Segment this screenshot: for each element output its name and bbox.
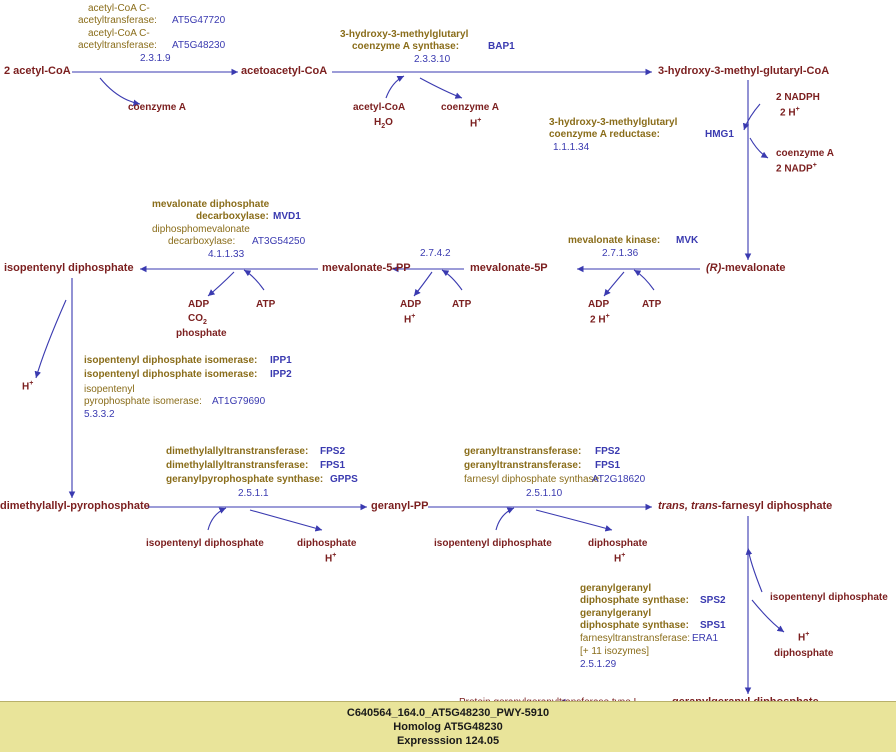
enzyme-hmg-coa-synthase-name2: coenzyme A synthase: — [352, 41, 460, 52]
sidecompound-diphosphate-mid[interactable]: diphosphate — [588, 538, 648, 549]
footer-pathway-id: C640564_164.0_AT5G48230_PWY-5910 — [346, 707, 550, 719]
gene-at5g47720[interactable]: AT5G47720 — [172, 15, 226, 26]
enzyme-ipp-isomerase-2-name: isopentenyl diphosphate isomerase: — [84, 369, 258, 380]
compound-mevalonate-5p[interactable]: mevalonate-5P — [470, 262, 548, 274]
enzyme-acetyl-coa-c-acetyltransferase-1-name: acetyl-CoA C- — [88, 3, 150, 14]
ec-2-5-1-1: 2.5.1.1 — [238, 488, 269, 499]
compound-r-mevalonate[interactable]: (R)-mevalonate — [706, 262, 786, 274]
enzyme-hmg-coa-synthase-name: 3-hydroxy-3-methylglutaryl — [340, 29, 469, 40]
sidecompound-atp-decarboxylase[interactable]: ATP — [256, 299, 276, 310]
gene-at5g48230[interactable]: AT5G48230 — [172, 40, 226, 51]
enzyme-acetyl-coa-c-acetyltransferase-2-name2: acetyltransferase: — [78, 40, 157, 51]
enzyme-isopentenyl-pyrophosphate-isomerase-name: isopentenyl — [84, 384, 135, 395]
sidecompound-2-nadp[interactable]: 2 NADP+ — [776, 162, 817, 175]
compound-dimethylallyl-pyrophosphate[interactable]: dimethylallyl-pyrophosphate — [0, 500, 150, 512]
ec-5-3-3-2: 5.3.3.2 — [84, 409, 115, 420]
enzyme-geranylpyrophosphate-synthase-name: geranylpyrophosphate synthase: — [166, 474, 324, 485]
enzyme-isopentenyl-pyrophosphate-isomerase-name2: pyrophosphate isomerase: — [84, 396, 202, 407]
sidecompound-ipp-left[interactable]: isopentenyl diphosphate — [146, 538, 264, 549]
ec-2-5-1-10: 2.5.1.10 — [526, 488, 563, 499]
ec-2-7-1-36: 2.7.1.36 — [602, 248, 639, 259]
gene-fps2-gt[interactable]: FPS2 — [595, 446, 621, 457]
sidecompound-adp-pmk[interactable]: ADP — [400, 299, 422, 310]
sidecompound-diphosphate-right[interactable]: diphosphate — [774, 648, 834, 659]
sidecompound-2-proton-mvk[interactable]: 2 H+ — [590, 313, 610, 326]
enzyme-acetyl-coa-c-acetyltransferase-2-name: acetyl-CoA C- — [88, 28, 150, 39]
gene-hmg1[interactable]: HMG1 — [705, 129, 734, 140]
compound-isopentenyl-diphosphate-main[interactable]: isopentenyl diphosphate — [4, 262, 134, 274]
gene-at1g79690[interactable]: AT1G79690 — [212, 396, 266, 407]
sidecompound-phosphate[interactable]: phosphate — [176, 328, 227, 339]
sidecompound-proton-ipp-isomerase[interactable]: H+ — [22, 380, 34, 393]
enzyme-ggpp-synthase-1-name2: diphosphate synthase: — [580, 595, 689, 606]
sidecompound-water[interactable]: $H_2O$ — [374, 117, 393, 130]
gene-ipp2[interactable]: IPP2 — [270, 369, 292, 380]
gene-mvk[interactable]: MVK — [676, 235, 699, 246]
gene-fps1-dmat[interactable]: FPS1 — [320, 460, 346, 471]
footer-homolog: Homolog AT5G48230 — [393, 721, 503, 733]
compound-hmg-coa[interactable]: 3-hydroxy-3-methyl-glutaryl-CoA — [658, 65, 830, 77]
sidecompound-adp-decarboxylase[interactable]: ADP — [188, 299, 210, 310]
enzyme-mevalonate-diphosphate-decarboxylase-name2: decarboxylase: — [196, 211, 269, 222]
sidecompound-proton-left[interactable]: H+ — [325, 552, 337, 565]
ec-2-3-3-10: 2.3.3.10 — [414, 54, 451, 65]
ec-2-7-4-2: 2.7.4.2 — [420, 248, 451, 259]
gene-fps2-dmat[interactable]: FPS2 — [320, 446, 346, 457]
enzyme-diphosphomevalonate-decarboxylase-name: diphosphomevalonate — [152, 224, 250, 235]
gene-at2g18620[interactable]: AT2G18620 — [592, 474, 646, 485]
ec-2-5-1-29: 2.5.1.29 — [580, 659, 617, 670]
gene-gpps[interactable]: GPPS — [330, 474, 358, 485]
enzyme-dimethylallyltranstransferase-2-name: dimethylallyltranstransferase: — [166, 460, 309, 471]
compound-mevalonate-5-pp[interactable]: mevalonate-5-PP — [322, 262, 411, 274]
sidecompound-atp-pmk[interactable]: ATP — [452, 299, 472, 310]
enzyme-geranyltranstransferase-2-name: geranyltranstransferase: — [464, 460, 582, 471]
footer-expression: Expresssion 124.05 — [396, 735, 500, 747]
sidecompound-proton-pmk[interactable]: H+ — [404, 313, 416, 326]
compound-acetoacetyl-coa[interactable]: acetoacetyl-CoA — [241, 65, 328, 77]
gene-at3g54250[interactable]: AT3G54250 — [252, 236, 306, 247]
enzyme-geranyltranstransferase-1-name: geranyltranstransferase: — [464, 446, 582, 457]
sidecompound-2-proton-reductase[interactable]: 2 H+ — [780, 106, 800, 119]
sidecompound-coenzyme-a-1[interactable]: coenzyme A — [128, 102, 186, 113]
enzyme-acetyl-coa-c-acetyltransferase-1-name2: acetyltransferase: — [78, 15, 157, 26]
enzyme-ipp-isomerase-1-name: isopentenyl diphosphate isomerase: — [84, 355, 258, 366]
ec-2-3-1-9: 2.3.1.9 — [140, 53, 171, 64]
gene-ipp1[interactable]: IPP1 — [270, 355, 292, 366]
sidecompound-coenzyme-a-2[interactable]: coenzyme A — [441, 102, 499, 113]
compound-2-acetyl-coa[interactable]: 2 acetyl-CoA — [4, 65, 71, 77]
enzyme-mevalonate-diphosphate-decarboxylase-name: mevalonate diphosphate — [152, 199, 270, 210]
enzyme-dimethylallyltranstransferase-1-name: dimethylallyltranstransferase: — [166, 446, 309, 457]
sidecompound-proton-1[interactable]: H+ — [470, 117, 482, 130]
enzyme-hmg-coa-reductase-name: 3-hydroxy-3-methylglutaryl — [549, 117, 678, 128]
enzyme-ggpp-synthase-2-name: geranylgeranyl — [580, 608, 652, 619]
sidecompound-ipp-right[interactable]: isopentenyl diphosphate — [770, 592, 888, 603]
sidecompound-coenzyme-a-3[interactable]: coenzyme A — [776, 148, 834, 159]
gene-era1[interactable]: ERA1 — [692, 633, 719, 644]
sidecompound-ipp-mid[interactable]: isopentenyl diphosphate — [434, 538, 552, 549]
sidecompound-proton-mid[interactable]: H+ — [614, 552, 626, 565]
ggpp-isozymes-note: [+ 11 isozymes] — [580, 646, 650, 657]
compound-farnesyl-diphosphate[interactable]: trans, trans-farnesyl diphosphate — [658, 500, 833, 512]
gene-sps2[interactable]: SPS2 — [700, 595, 726, 606]
sidecompound-atp-mvk[interactable]: ATP — [642, 299, 662, 310]
enzyme-farnesyltranstransferase-name: farnesyltranstransferase: — [580, 633, 691, 644]
sidecompound-co2[interactable]: $CO_2$ — [188, 313, 207, 326]
sidecompound-adp-mvk[interactable]: ADP — [588, 299, 610, 310]
enzyme-ggpp-synthase-2-name2: diphosphate synthase: — [580, 620, 689, 631]
footer-banner — [0, 701, 896, 752]
gene-bap1[interactable]: BAP1 — [488, 41, 515, 52]
ec-4-1-1-33: 4.1.1.33 — [208, 249, 245, 260]
gene-fps1-gt[interactable]: FPS1 — [595, 460, 621, 471]
sidecompound-acetyl-coa[interactable]: acetyl-CoA — [353, 102, 406, 113]
enzyme-ggpp-synthase-1-name: geranylgeranyl — [580, 583, 652, 594]
enzyme-hmg-coa-reductase-name2: coenzyme A reductase: — [549, 129, 660, 140]
gene-sps1[interactable]: SPS1 — [700, 620, 726, 631]
sidecompound-2-nadph[interactable]: 2 NADPH — [776, 92, 820, 103]
sidecompound-proton-right[interactable]: H+ — [798, 631, 810, 644]
sidecompound-diphosphate-left[interactable]: diphosphate — [297, 538, 357, 549]
gene-mvd1[interactable]: MVD1 — [273, 211, 301, 222]
enzyme-farnesyl-diphosphate-synthase-name: farnesyl diphosphate synthase: — [464, 474, 602, 485]
ec-1-1-1-34: 1.1.1.34 — [553, 142, 590, 153]
enzyme-diphosphomevalonate-decarboxylase-name2: decarboxylase: — [168, 236, 236, 247]
enzyme-mevalonate-kinase-name: mevalonate kinase: — [568, 235, 661, 246]
compound-geranyl-pp[interactable]: geranyl-PP — [371, 500, 429, 512]
